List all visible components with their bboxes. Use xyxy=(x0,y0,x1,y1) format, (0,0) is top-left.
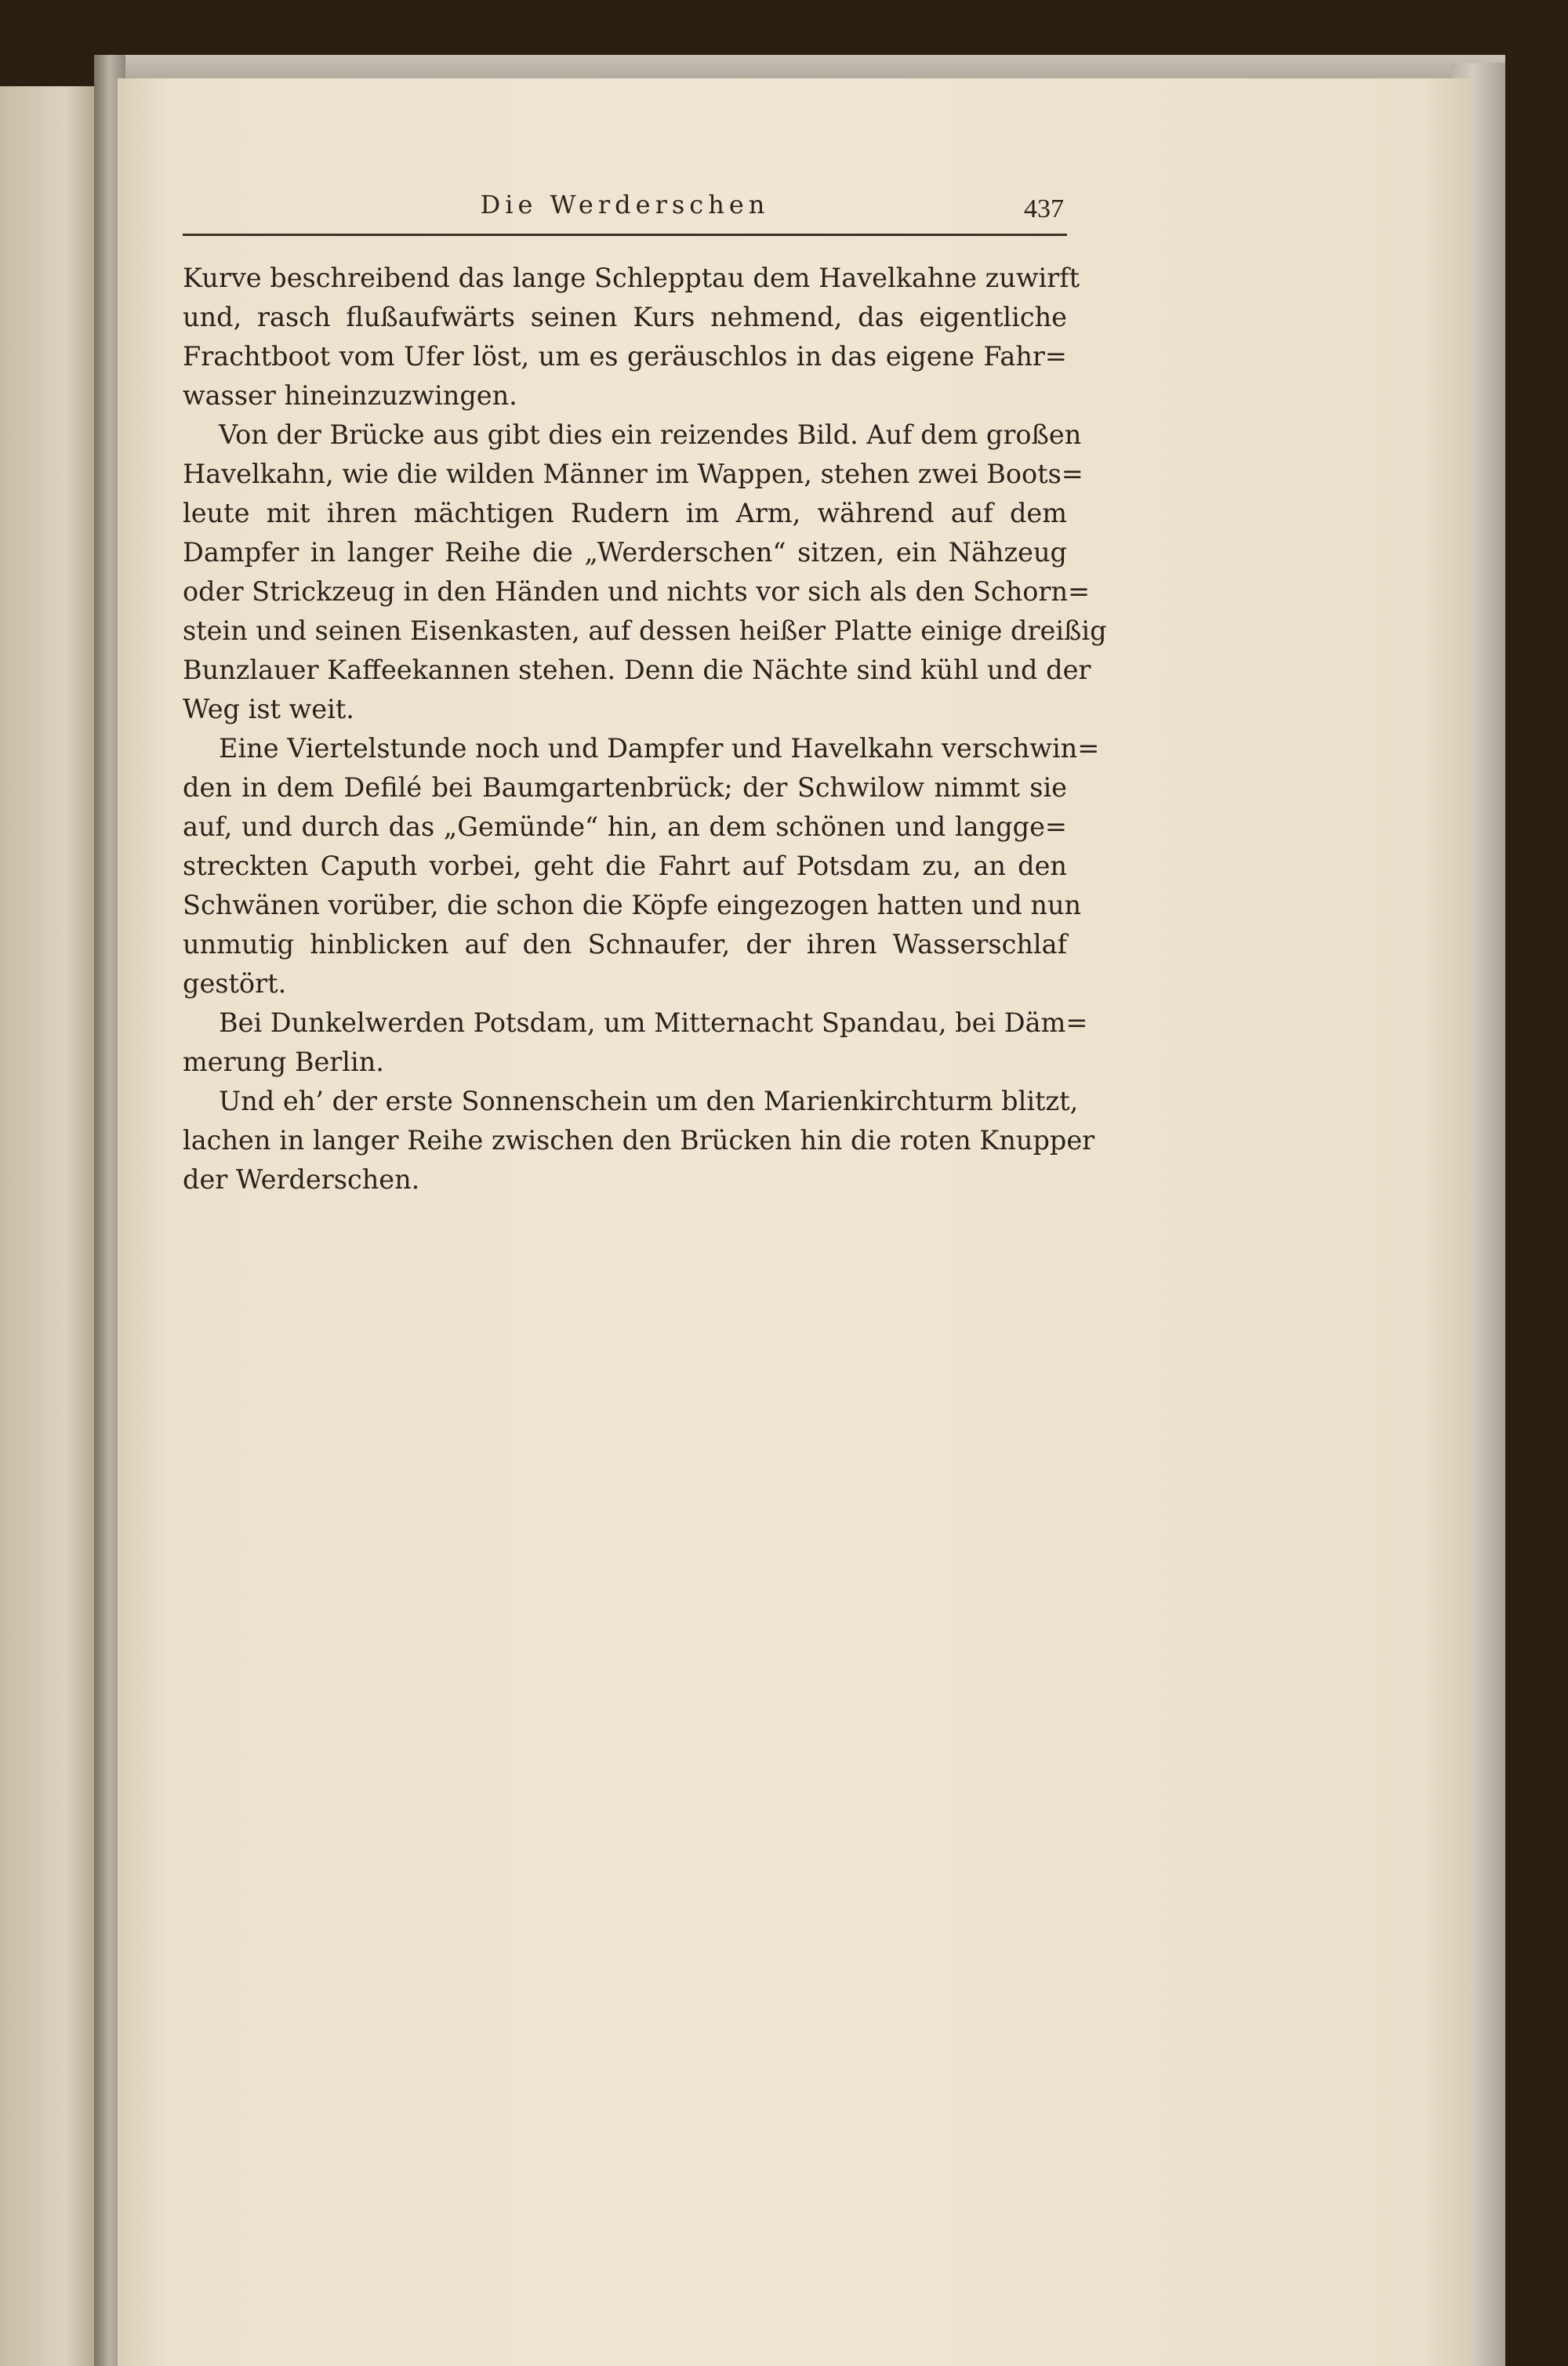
text-line: auf, und durch das „Gemünde“ hin, an dem schönen und langge= xyxy=(183,811,1067,842)
text-line: oder Strickzeug in den Händen und nichts vor sich als den Schorn= xyxy=(183,576,1091,607)
text-line: Kurve beschreibend das lange Schlepptau dem Havelkahne zuwirft xyxy=(183,263,1080,293)
paragraph xyxy=(183,416,1107,729)
paragraph xyxy=(183,259,1080,416)
paragraph xyxy=(183,1082,1095,1199)
text-line: lachen in langer Reihe zwischen den Brücken hin die roten Knupper xyxy=(183,1125,1095,1156)
text-line: wasser hineinzuzwingen. xyxy=(183,380,517,411)
text-line: leute mit ihren mächtigen Rudern im Arm, während auf dem xyxy=(183,498,1067,528)
paragraph xyxy=(183,1003,1088,1082)
body-text xyxy=(183,259,1107,1199)
text-line: Eine Viertelstunde noch und Dampfer und Havelkahn verschwin= xyxy=(219,733,1100,764)
text-line: Weg ist weit. xyxy=(183,694,354,724)
text-line: Havelkahn, wie die wilden Männer im Wappen, stehen zwei Boots= xyxy=(183,459,1083,489)
running-header xyxy=(183,187,1067,236)
text-line: Frachtboot vom Ufer löst, um es geräuschlos in das eigene Fahr= xyxy=(183,341,1067,372)
text-line: gestört. xyxy=(183,968,287,999)
running-title: Die Werderschen xyxy=(480,190,770,220)
text-line: unmutig hinblicken auf den Schnaufer, der ihren Wasserschlaf xyxy=(183,929,1067,960)
facing-page-edge xyxy=(0,86,94,2366)
text-line: streckten Caputh vorbei, geht die Fahrt auf Potsdam zu, an den xyxy=(183,851,1067,881)
paragraph xyxy=(183,729,1100,1003)
text-line: der Werderschen. xyxy=(183,1164,420,1195)
text-line: Von der Brücke aus gibt dies ein reizendes Bild. Auf dem großen xyxy=(219,419,1082,450)
text-line: merung Berlin. xyxy=(183,1047,384,1077)
text-line: den in dem Defilé bei Baumgartenbrück; der Schwilow nimmt sie xyxy=(183,772,1067,803)
page-number: 437 xyxy=(1024,194,1064,223)
text-line: Bei Dunkelwerden Potsdam, um Mitternacht Spandau, bei Däm= xyxy=(219,1007,1088,1038)
text-line: Bunzlauer Kaffeekannen stehen. Denn die Nächte sind kühl und der xyxy=(183,655,1091,685)
text-line: stein und seinen Eisenkasten, auf dessen heißer Platte einige dreißig xyxy=(183,615,1107,646)
text-line: Dampfer in langer Reihe die „Werderschen“ sitzen, ein Nähzeug xyxy=(183,537,1067,568)
text-line: und, rasch flußaufwärts seinen Kurs nehmend, das eigentliche xyxy=(183,302,1067,332)
text-line: Schwänen vorüber, die schon die Köpfe eingezogen hatten und nun xyxy=(183,890,1082,920)
text-line: Und eh’ der erste Sonnenschein um den Marienkirchturm blitzt, xyxy=(219,1086,1079,1116)
